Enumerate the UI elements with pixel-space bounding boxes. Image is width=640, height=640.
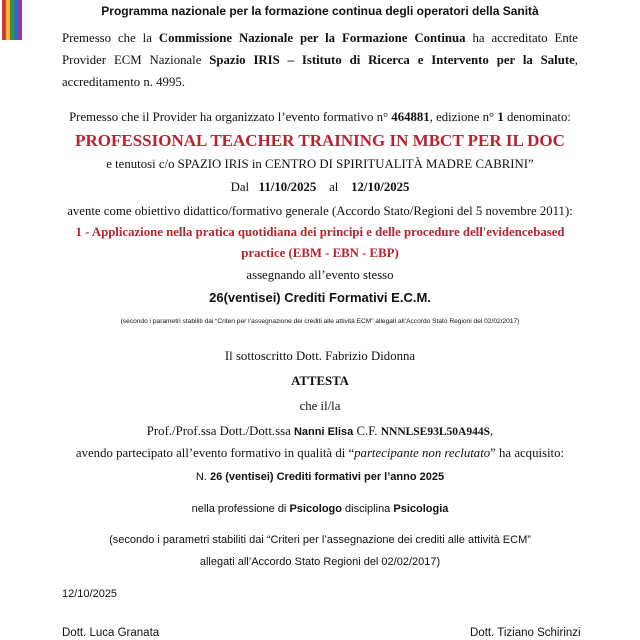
- date-to: 12/10/2025: [351, 180, 410, 194]
- text: C.F.: [353, 424, 381, 438]
- event-dates: [0, 180, 640, 195]
- credits-line: 26(ventisei) Crediti Formativi E.C.M.: [209, 290, 431, 305]
- premessa2-line: [0, 110, 640, 125]
- premessa1-line2: [62, 53, 578, 68]
- premessa1-line1: [62, 31, 578, 46]
- text: al: [329, 180, 339, 194]
- date-from: 11/10/2025: [258, 180, 317, 194]
- credits-note: (secondo i parametri stabiliti dai “Criteri per l’assegnazione dei crediti alle attività ECM” allegati all’Accordo Stato Regioni del 02/02/2017): [120, 318, 520, 325]
- text: Premesso che il Provider ha organizzato l’evento formativo n°: [69, 110, 392, 124]
- text: Provider ECM Nazionale: [62, 53, 210, 67]
- text: , edizione n°: [429, 110, 498, 124]
- commission-name: Commissione Nazionale per la Formazione Continua: [158, 31, 466, 45]
- text: ha accreditato Ente: [465, 31, 578, 45]
- profession-line: [0, 503, 640, 515]
- text: ,: [489, 424, 494, 438]
- objective-line1: 1 - Applicazione nella pratica quotidiana dei principi e delle procedure dell'evidencebased: [75, 225, 565, 239]
- fiscal-code: NNNLSE93L50A944S: [380, 426, 490, 438]
- text: Prof./Prof.ssa Dott./Dott.ssa: [146, 424, 294, 438]
- text: ” ha acquisito:: [490, 446, 565, 460]
- event-title: PROFESSIONAL TEACHER TRAINING IN MBCT PER IL DOC: [75, 131, 565, 150]
- issue-date: 12/10/2025: [62, 588, 118, 600]
- signer-left: Dott. Luca Granata: [62, 627, 160, 639]
- criteria-line2: allegati all’Accordo Stato Regioni del 02/02/2017): [199, 556, 441, 568]
- criteria-line1: (secondo i parametri stabiliti dai “Criteri per l’assegnazione dei crediti alle attività ECM”: [109, 534, 531, 546]
- objective-line2: practice (EBM - EBN - EBP): [241, 246, 399, 260]
- provider-name: Spazio IRIS – Istituto di Ricerca e Intervento per la Salute: [209, 53, 575, 67]
- text: Premesso che la: [62, 31, 159, 45]
- text: ,: [574, 53, 578, 67]
- acquired-credits: 26 (ventisei) Crediti formativi per l’anno 2025: [209, 471, 445, 483]
- attesta-heading: ATTESTA: [291, 374, 349, 388]
- signer-right: Dott. Tiziano Schirinzi: [470, 627, 581, 639]
- che-line: che il/la: [299, 399, 341, 413]
- venue-name: CENTRO DI SPIRITUALITÀ MADRE CABRINI”: [265, 157, 534, 171]
- objective-intro: avente come obiettivo didattico/formativo generale (Accordo Stato/Regioni del 5 novembre 2011):: [67, 204, 573, 218]
- text: disciplina: [342, 503, 394, 515]
- event-number: 464881: [391, 110, 430, 124]
- text: nella professione di: [191, 503, 290, 515]
- event-venue: [0, 157, 640, 172]
- signer-line: Il sottoscritto Dott. Fabrizio Didonna: [224, 349, 416, 363]
- person-line: [0, 424, 640, 439]
- discipline: Psicologia: [393, 503, 449, 515]
- participation-line: [0, 446, 640, 461]
- premessa1-line3: accreditamento n. 4995.: [62, 75, 185, 89]
- acquired-credits-line: [0, 471, 640, 483]
- assign-line: assegnando all’evento stesso: [246, 268, 394, 282]
- text: N.: [195, 471, 210, 483]
- text: denominato:: [503, 110, 571, 124]
- profession: Psicologo: [289, 503, 342, 515]
- text: avendo partecipato all’evento formativo in qualità di “: [75, 446, 355, 460]
- text: e tenutosi c/o SPAZIO IRIS in: [106, 157, 266, 171]
- participant-role: partecipante non reclutato: [354, 446, 491, 460]
- person-name: Nanni Elisa: [293, 426, 354, 438]
- program-title: Programma nazionale per la formazione continua degli operatori della Sanità: [101, 4, 539, 18]
- text: Dal: [230, 180, 250, 194]
- edition-number: 1: [497, 110, 504, 124]
